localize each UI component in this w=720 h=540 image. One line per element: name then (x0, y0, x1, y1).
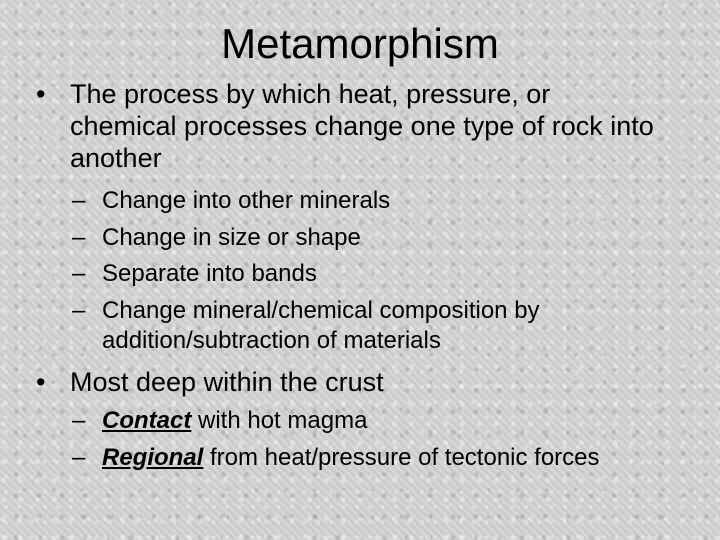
bullet-marker: • (36, 367, 46, 397)
dash-marker: – (72, 297, 86, 324)
sub-bullet-item (72, 259, 652, 289)
sub-bullet-rest: with hot magma (191, 407, 368, 434)
dash-marker: – (72, 187, 86, 214)
dash-marker: – (72, 444, 86, 471)
bullet-item (36, 366, 656, 398)
dash-marker: – (72, 407, 86, 434)
sub-bullet-text: Change in size or shape (102, 224, 361, 251)
bullet-text: Most deep within the crust (70, 367, 384, 397)
bullet-marker: • (36, 79, 46, 109)
sub-bullet-text (102, 406, 652, 436)
sub-bullet-text: Change into other minerals (102, 187, 391, 214)
bullet-item (36, 78, 656, 174)
emphasis-term: Contact (102, 407, 192, 434)
sub-bullet-text: Change mineral/chemical composition by addition/subtraction of materials (102, 297, 540, 354)
bullet-text: The process by which heat, pressure, or chemical processes change one type of rock into another (70, 79, 654, 173)
dash-marker: – (72, 224, 86, 251)
slide-title: Metamorphism (221, 20, 499, 67)
sub-bullet-rest: from heat/pressure of tectonic forces (203, 444, 600, 471)
sub-bullet-item (72, 443, 632, 473)
sub-bullet-item (72, 186, 652, 216)
sub-bullet-item (72, 406, 652, 436)
sub-bullet-text: Separate into bands (102, 260, 317, 287)
dash-marker: – (72, 260, 86, 287)
sub-bullet-text (102, 443, 632, 473)
emphasis-term: Regional (102, 444, 204, 471)
sub-bullet-item (72, 296, 632, 356)
sub-bullet-item (72, 223, 652, 253)
